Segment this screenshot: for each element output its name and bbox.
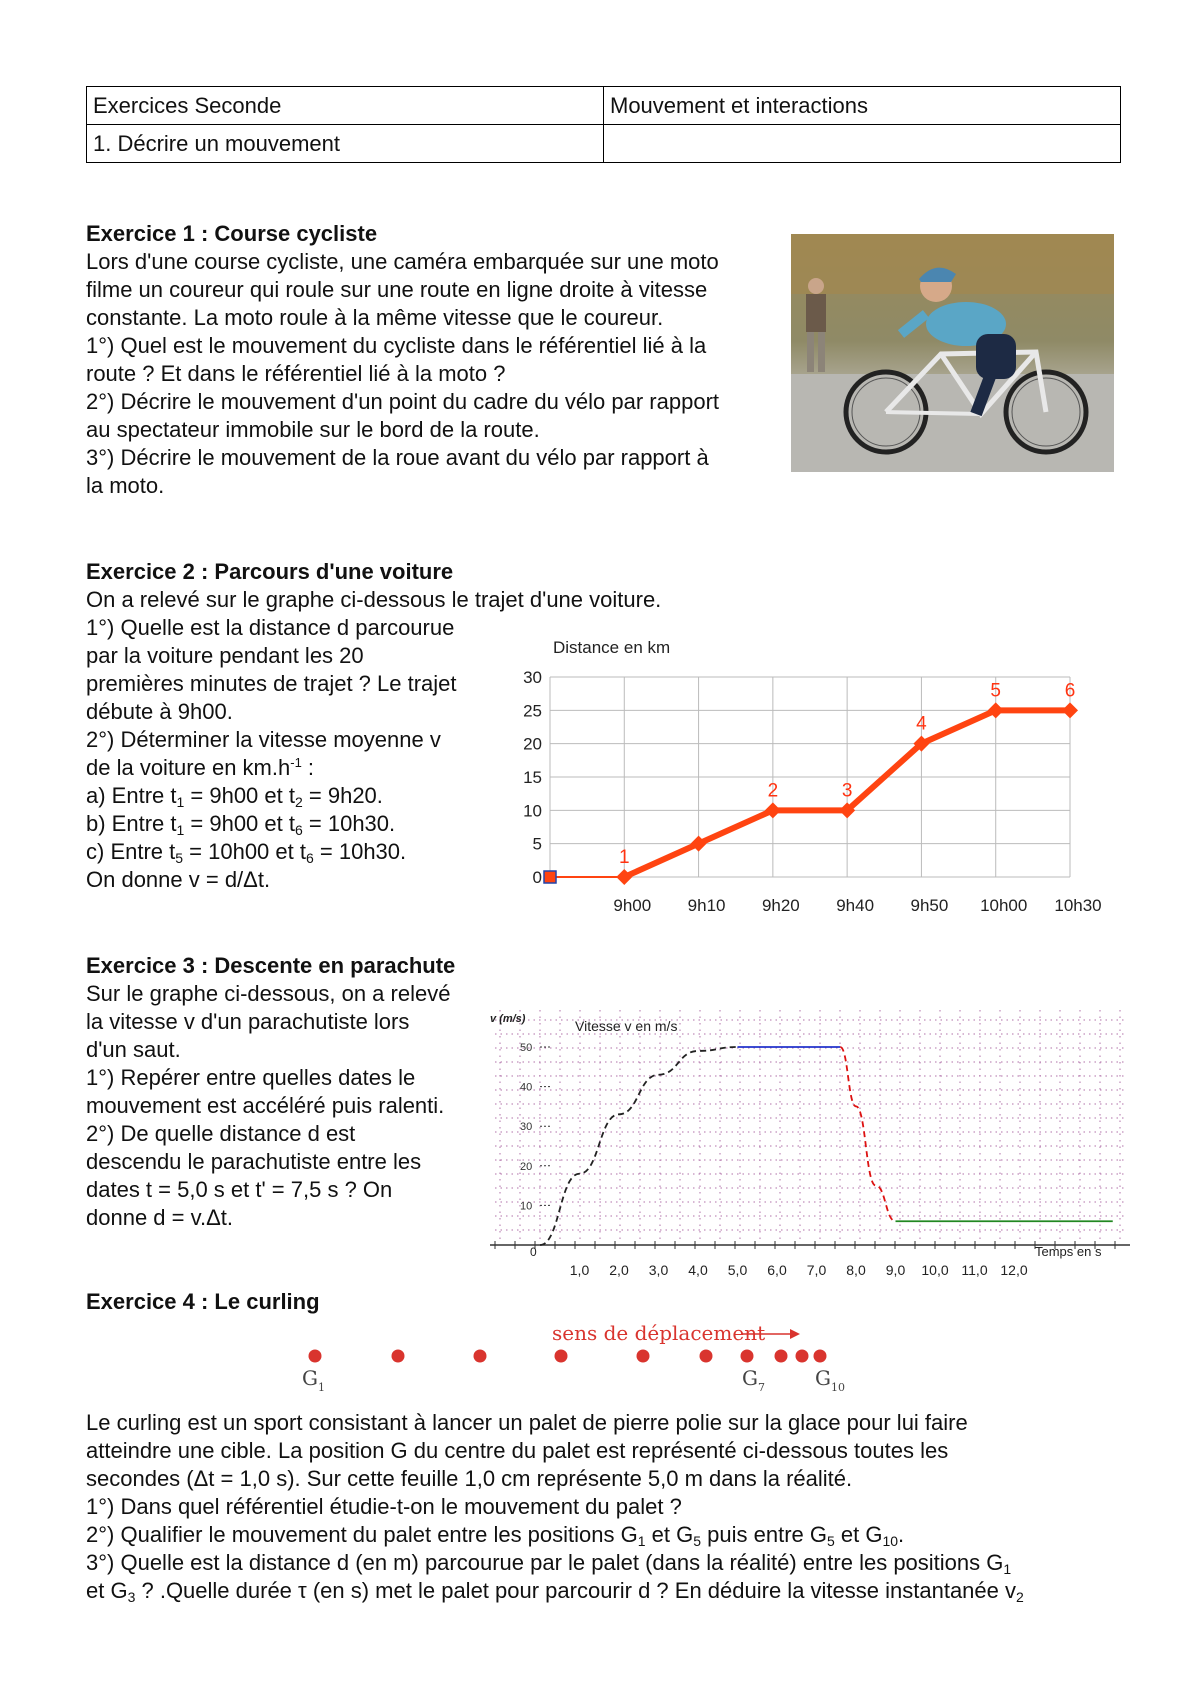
chart1-ylabel: Distance en km (553, 638, 671, 657)
ex1-line: constante. La moto roule à la même vitesse que le coureur. (86, 305, 664, 330)
ex4-body (86, 1409, 1024, 1605)
chart2-ytick: 10 (520, 1200, 533, 1213)
header-cell-course: Exercices Seconde (87, 87, 604, 125)
chart2-ytick: 40 (520, 1081, 533, 1094)
direction-label: sens de déplacement (552, 1321, 766, 1345)
ex1-line: route ? Et dans le référentiel lié à la moto ? (86, 361, 506, 386)
ex1-line: 1°) Quel est le mouvement du cycliste dans le référentiel lié à la (86, 333, 707, 358)
label-g10: $G_{10}$ (815, 1366, 845, 1394)
ex2-line: 2°) Déterminer la vitesse moyenne v (86, 727, 441, 752)
ex2-line: par la voiture pendant les 20 (86, 643, 364, 668)
ex4-line: Le curling est un sport consistant à lancer un palet de pierre polie sur la glace pour lui faire (86, 1410, 968, 1435)
chart1-xtick: 9h10 (687, 896, 726, 915)
ex2-line-v: de la voiture en $km.h^{-1}$ : (86, 755, 315, 780)
ex2-question-c: c) Entre $t_5 = 10h00$ et $t_6 = 10h30$. (86, 839, 407, 866)
chart2-xtick: 11,0 (961, 1262, 988, 1278)
curling-position-dot (555, 1350, 568, 1363)
ex2-question-a: a) Entre $t_1 = 9h00$ et $t_2 = 9h20$. (86, 783, 383, 810)
chart1-ytick: 5 (532, 834, 542, 854)
ex1-line: 3°) Décrire le mouvement de la roue avant du vélo par rapport à (86, 445, 709, 470)
chart1-ytick: 20 (523, 734, 542, 754)
ex2-intro: On a relevé sur le graphe ci-dessous le trajet d'une voiture. (86, 587, 662, 612)
ex3-title: Exercice 3 : Descente en parachute (86, 953, 456, 978)
chart1-point-label: 4 (916, 713, 927, 735)
chart2-yaxis-label: v (m/s) (490, 1013, 526, 1025)
ex4-line: atteindre une cible. La position G du centre du palet est représenté ci-dessous toutes les (86, 1438, 949, 1463)
chart2-ytick: 30 (520, 1121, 533, 1134)
cyclist-photo (791, 234, 1114, 472)
ex1-line: au spectateur immobile sur le bord de la route. (86, 417, 540, 442)
parachute-chart (490, 1005, 1130, 1285)
chart1-ytick: 30 (523, 668, 542, 687)
ex3-line: Sur le graphe ci-dessous, on a relevé (86, 981, 451, 1006)
ex2-title: Exercice 2 : Parcours d'une voiture (86, 559, 454, 584)
ex3-line: descendu le parachutiste entre les (86, 1149, 422, 1174)
chart1-point-label: 3 (841, 780, 853, 802)
ex2-line: 1°) Quelle est la distance d parcourue (86, 615, 455, 640)
chart1-ytick: 25 (523, 701, 542, 721)
ex1-line: filme un coureur qui roule sur une route en ligne droite à vitesse (86, 277, 708, 302)
header-table (86, 86, 1121, 163)
curling-position-dot (796, 1350, 809, 1363)
ex1-line: 2°) Décrire le mouvement d'un point du cadre du vélo par rapport (86, 389, 720, 414)
chart1-ytick: 10 (523, 801, 542, 821)
direction-arrow-head (790, 1329, 800, 1339)
label-g1: $G_1$ (302, 1366, 325, 1394)
chart1-point-label: 6 (1064, 680, 1076, 702)
chart1-xtick: 9h50 (910, 896, 949, 915)
chart2-ytick: 20 (520, 1160, 533, 1173)
chart2-title: Vitesse v en m/s (575, 1018, 678, 1034)
chart2-xtick: 5,0 (727, 1262, 748, 1278)
chart2-xtick: 3,0 (648, 1262, 669, 1278)
header-cell-topic: Mouvement et interactions (604, 87, 1121, 125)
curling-position-dot (814, 1350, 827, 1363)
ex2-body (86, 614, 457, 894)
chart2-xtick: 6,0 (767, 1262, 787, 1278)
chart1-xtick: 9h20 (761, 896, 800, 915)
chart1-xtick: 10h30 (1054, 896, 1102, 915)
ex4-question-3-cont: et $G_3$ ? .Quelle durée τ (en s) met le palet pour parcourir d ? En déduire la vitesse instantanée $v_2$ (86, 1578, 1024, 1605)
ex4-line: 1°) Dans quel référentiel étudie-t-on le mouvement du palet ? (86, 1494, 682, 1519)
ex2-line: premières minutes de trajet ? Le trajet (86, 671, 457, 696)
ex2-question-b: b) Entre $t_1 = 9h00$ et $t_6 = 10h30$. (86, 811, 396, 838)
ex3-line: mouvement est accéléré puis ralenti. (86, 1093, 445, 1118)
chart1-point-label: 2 (767, 780, 779, 802)
ex1-line: Lors d'une course cycliste, une caméra embarquée sur une moto (86, 249, 719, 274)
chart1-xtick: 9h00 (613, 896, 652, 915)
curling-position-dot (309, 1350, 322, 1363)
curling-position-dot (775, 1350, 788, 1363)
ex4-title: Exercice 4 : Le curling (86, 1289, 320, 1314)
chart1-xtick: 9h40 (836, 896, 875, 915)
chart2-xtick: 4,0 (688, 1262, 708, 1278)
header-cell-empty (604, 125, 1121, 163)
chart1-point (1062, 702, 1078, 718)
ex1-body (86, 248, 719, 500)
curling-position-dot (637, 1350, 650, 1363)
ex3-line: la vitesse v d'un parachutiste lors (86, 1009, 410, 1034)
chart2-xtick: 1,0 (569, 1262, 590, 1278)
chart2-xtick: 12,0 (1000, 1262, 1028, 1278)
ex3-line: dates t = 5,0 s et t' = 7,5 s ? On (86, 1177, 393, 1202)
curling-position-dot (474, 1350, 487, 1363)
distance-chart (505, 632, 1115, 922)
ex4-question-3: 3°) Quelle est la distance d (en m) parcourue par le palet (dans la réalité) entre les positions $G_1$ (86, 1550, 1012, 1577)
chart1-ytick: 0 (532, 868, 542, 887)
chart1-origin-marker (544, 871, 556, 883)
chart2-xtick: 2,0 (609, 1262, 629, 1278)
chart2-xlabel: Temps en s (1035, 1244, 1102, 1259)
ex3-body (86, 980, 450, 1232)
ex3-line: 1°) Repérer entre quelles dates le (86, 1065, 416, 1090)
chart2-xtick: 7,0 (806, 1262, 827, 1278)
ex1-line: la moto. (86, 473, 165, 498)
chart2-xtick: 10,0 (921, 1262, 949, 1278)
chart1-xtick: 10h00 (980, 896, 1028, 915)
header-cell-chapter: 1. Décrire un mouvement (87, 125, 604, 163)
chart2-origin: 0 (530, 1245, 537, 1259)
ex1-title: Exercice 1 : Course cycliste (86, 221, 378, 246)
chart2-xtick: 8,0 (846, 1262, 866, 1278)
chart2-xtick: 9,0 (885, 1262, 906, 1278)
ex3-line: 2°) De quelle distance d est (86, 1121, 356, 1146)
curling-position-dot (741, 1350, 754, 1363)
curling-diagram (290, 1318, 870, 1398)
ex2-line: débute à 9h00. (86, 699, 233, 724)
chart1-ytick: 15 (523, 768, 542, 787)
curling-position-dot (700, 1350, 713, 1363)
ex3-line: donne d = v.Δt. (86, 1205, 233, 1230)
ex4-line: secondes (Δt = 1,0 s). Sur cette feuille 1,0 cm représente 5,0 m dans la réalité. (86, 1466, 853, 1491)
chart2-series-2 (840, 1047, 895, 1221)
ex3-line: d'un saut. (86, 1037, 181, 1062)
ex2-formula: On donne v = d/Δt. (86, 867, 271, 892)
chart2-ytick: 50 (520, 1042, 533, 1054)
chart1-point-label: 5 (990, 680, 1002, 702)
curling-position-dot (392, 1350, 405, 1363)
label-g7: $G_7$ (742, 1366, 765, 1394)
ex4-question-2: 2°) Qualifier le mouvement du palet entre les positions $G_1$ et $G_5$ puis entre $G_5$ et $G_{10}$. (86, 1522, 905, 1549)
chart1-point-label: 1 (618, 847, 630, 868)
